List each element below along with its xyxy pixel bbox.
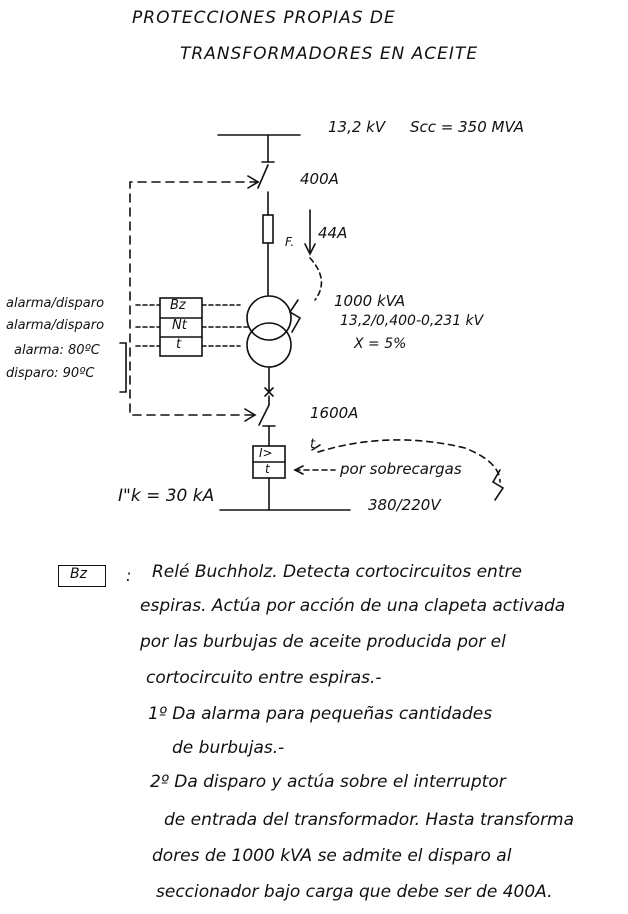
side-label-1: alarma/disparo [6,296,105,311]
supply-voltage-label: 13,2 kV [328,118,386,136]
fuse-symbol-label: F. [285,235,295,249]
notes-colon: : [126,566,132,585]
note-line-6: de burbujas.- [172,738,285,758]
side-label-4: disparo: 90ºC [6,366,95,381]
lv-breaker-rating: 1600A [310,404,359,422]
overload-note: por sobrecargas [340,460,462,478]
hv-switch-blade [258,165,268,188]
transformer-impedance: X = 5% [354,336,407,352]
transformer-power: 1000 kVA [334,292,406,310]
note-line-2: espiras. Actúa por acción de una clapeta activada [140,596,566,616]
lv-voltage: 380/220V [368,496,441,514]
note-line-10: seccionador bajo carga que debe ser de 400A. [156,882,553,902]
protection-item-temperature: t [176,337,182,352]
lv-switch-blade [259,405,269,425]
note-line-7: 2º Da disparo y actúa sobre el interruptor [150,772,506,792]
short-circuit-current: I"k = 30 kA [118,486,215,506]
page-title-line1: PROTECCIONES PROPIAS DE [132,8,396,28]
relay-time-label: t [265,462,270,476]
page-title-line2: TRANSFORMADORES EN ACEITE [180,44,479,64]
side-label-2: alarma/disparo [6,318,105,333]
fuse-rating: 44A [318,224,348,242]
hv-breaker-rating: 400A [300,170,339,188]
transformer-ratio: 13,2/0,400-0,231 kV [340,313,484,329]
transformer-secondary-winding [247,323,291,367]
protection-item-buchholz: Bz [170,298,186,313]
fuse-symbol [263,215,273,243]
note-line-8: de entrada del transformador. Hasta transforma [164,810,575,830]
relay-t-mark: t [310,437,316,452]
side-label-3: alarma: 80ºC [14,343,100,358]
protection-item-level: Nt [172,318,187,333]
note-line-4: cortocircuito entre espiras.- [146,668,382,688]
note-line-1: Relé Buchholz. Detecta cortocircuitos entre [152,562,522,582]
notes-tag: Bz [70,566,87,582]
transformer-primary-winding [247,296,291,340]
note-line-9: dores de 1000 kVA se admite el disparo al [152,846,512,866]
short-circuit-power-label: Scc = 350 MVA [410,118,524,136]
note-line-3: por las burbujas de aceite producida por el [140,632,506,652]
note-line-5: 1º Da alarma para pequeñas cantidades [148,704,493,724]
relay-overcurrent-label: I> [259,446,273,460]
